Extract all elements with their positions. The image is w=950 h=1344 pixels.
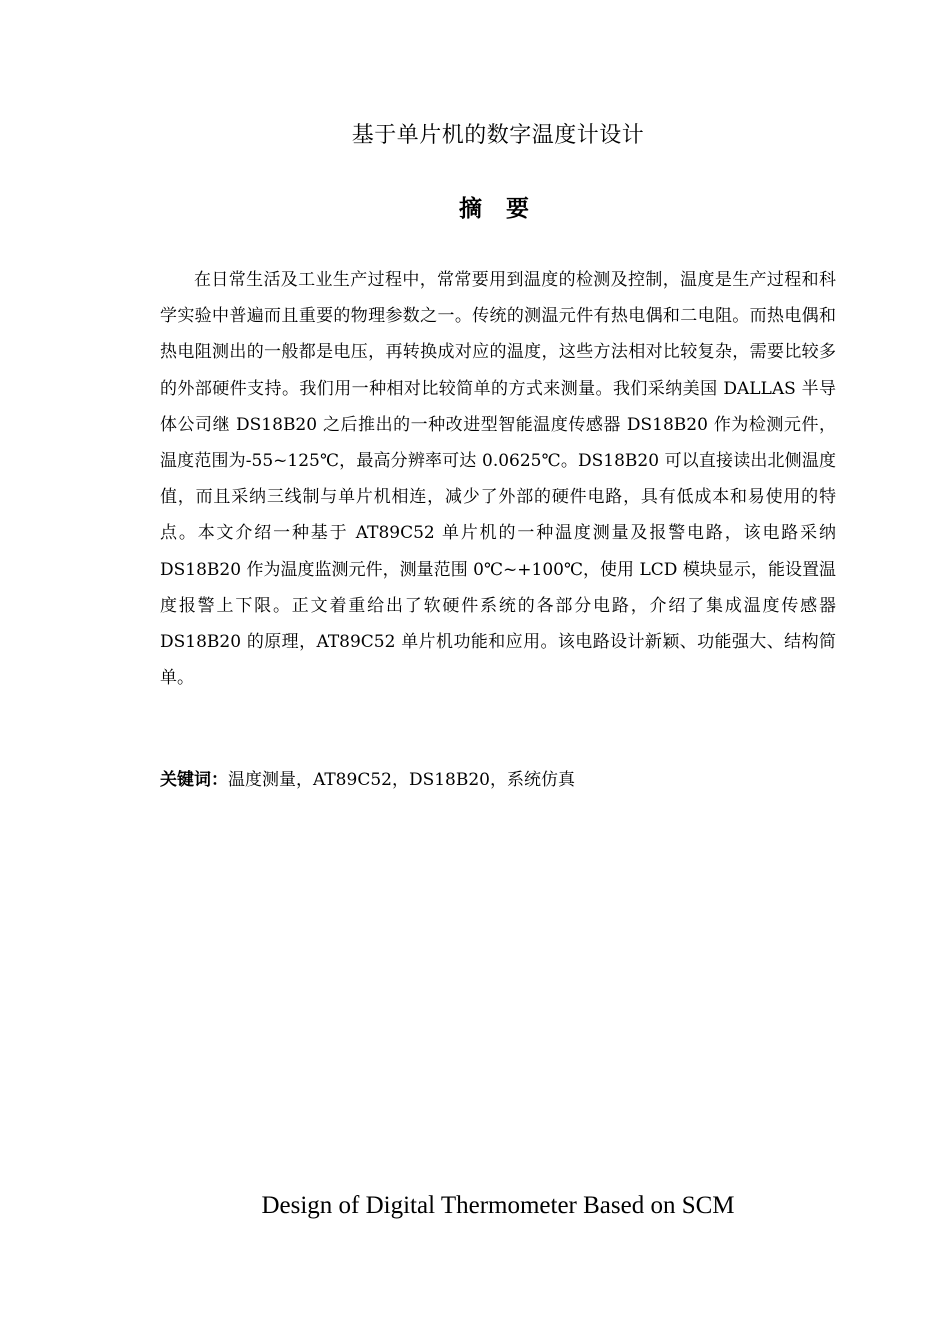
keywords-values: 温度测量，AT89C52，DS18B20，系统仿真 bbox=[228, 770, 575, 790]
page-title: 基于单片机的数字温度计设计 bbox=[351, 123, 645, 148]
abstract-heading: 摘 要 bbox=[458, 196, 537, 222]
abstract-paragraph: 在日常生活及工业生产过程中，常常要用到温度的检测及控制，温度是生产过程和科学实验中普遍而且重要的物理参数之一。传统的测温元件有热电偶和二电阻。而热电偶和热电阻测出的一般都是电压，再转换成对应的温度，这些方法相对比较复杂，需要比较多的外部硬件支持。我们用一种相对比较简单的方式来测量。我们采纳美国 DALLAS 半导体公司继 DS18B20 之后推出的一种改进型智能温度传感器 DS18B20 作为检测元件，温度范围为-55~125℃，最高分辨率可达 0.0625℃。DS18B20 可以直接读出北侧温度值，而且采纳三线制与单片机相连，减少了外部的硬件电路，具有低成本和易使用的特点。本文介绍一种基于 AT89C52 单片机的一种温度测量及报警电路，该电路采纳 DS18B20 作为温度监测元件，测量范围 0℃~+100℃，使用 LCD 模块显示，能设置温度报警上下限。正文着重给出了软硬件系统的各部分电路，介绍了集成温度传感器 DS18B20 的原理，AT89C52 单片机功能和应用。该电路设计新颖、功能强大、结构简单。 bbox=[160, 270, 836, 689]
keywords-line bbox=[160, 766, 836, 794]
keywords-label: 关键词： bbox=[160, 770, 228, 790]
english-title: Design of Digital Thermometer Based on SCM bbox=[261, 1192, 735, 1219]
